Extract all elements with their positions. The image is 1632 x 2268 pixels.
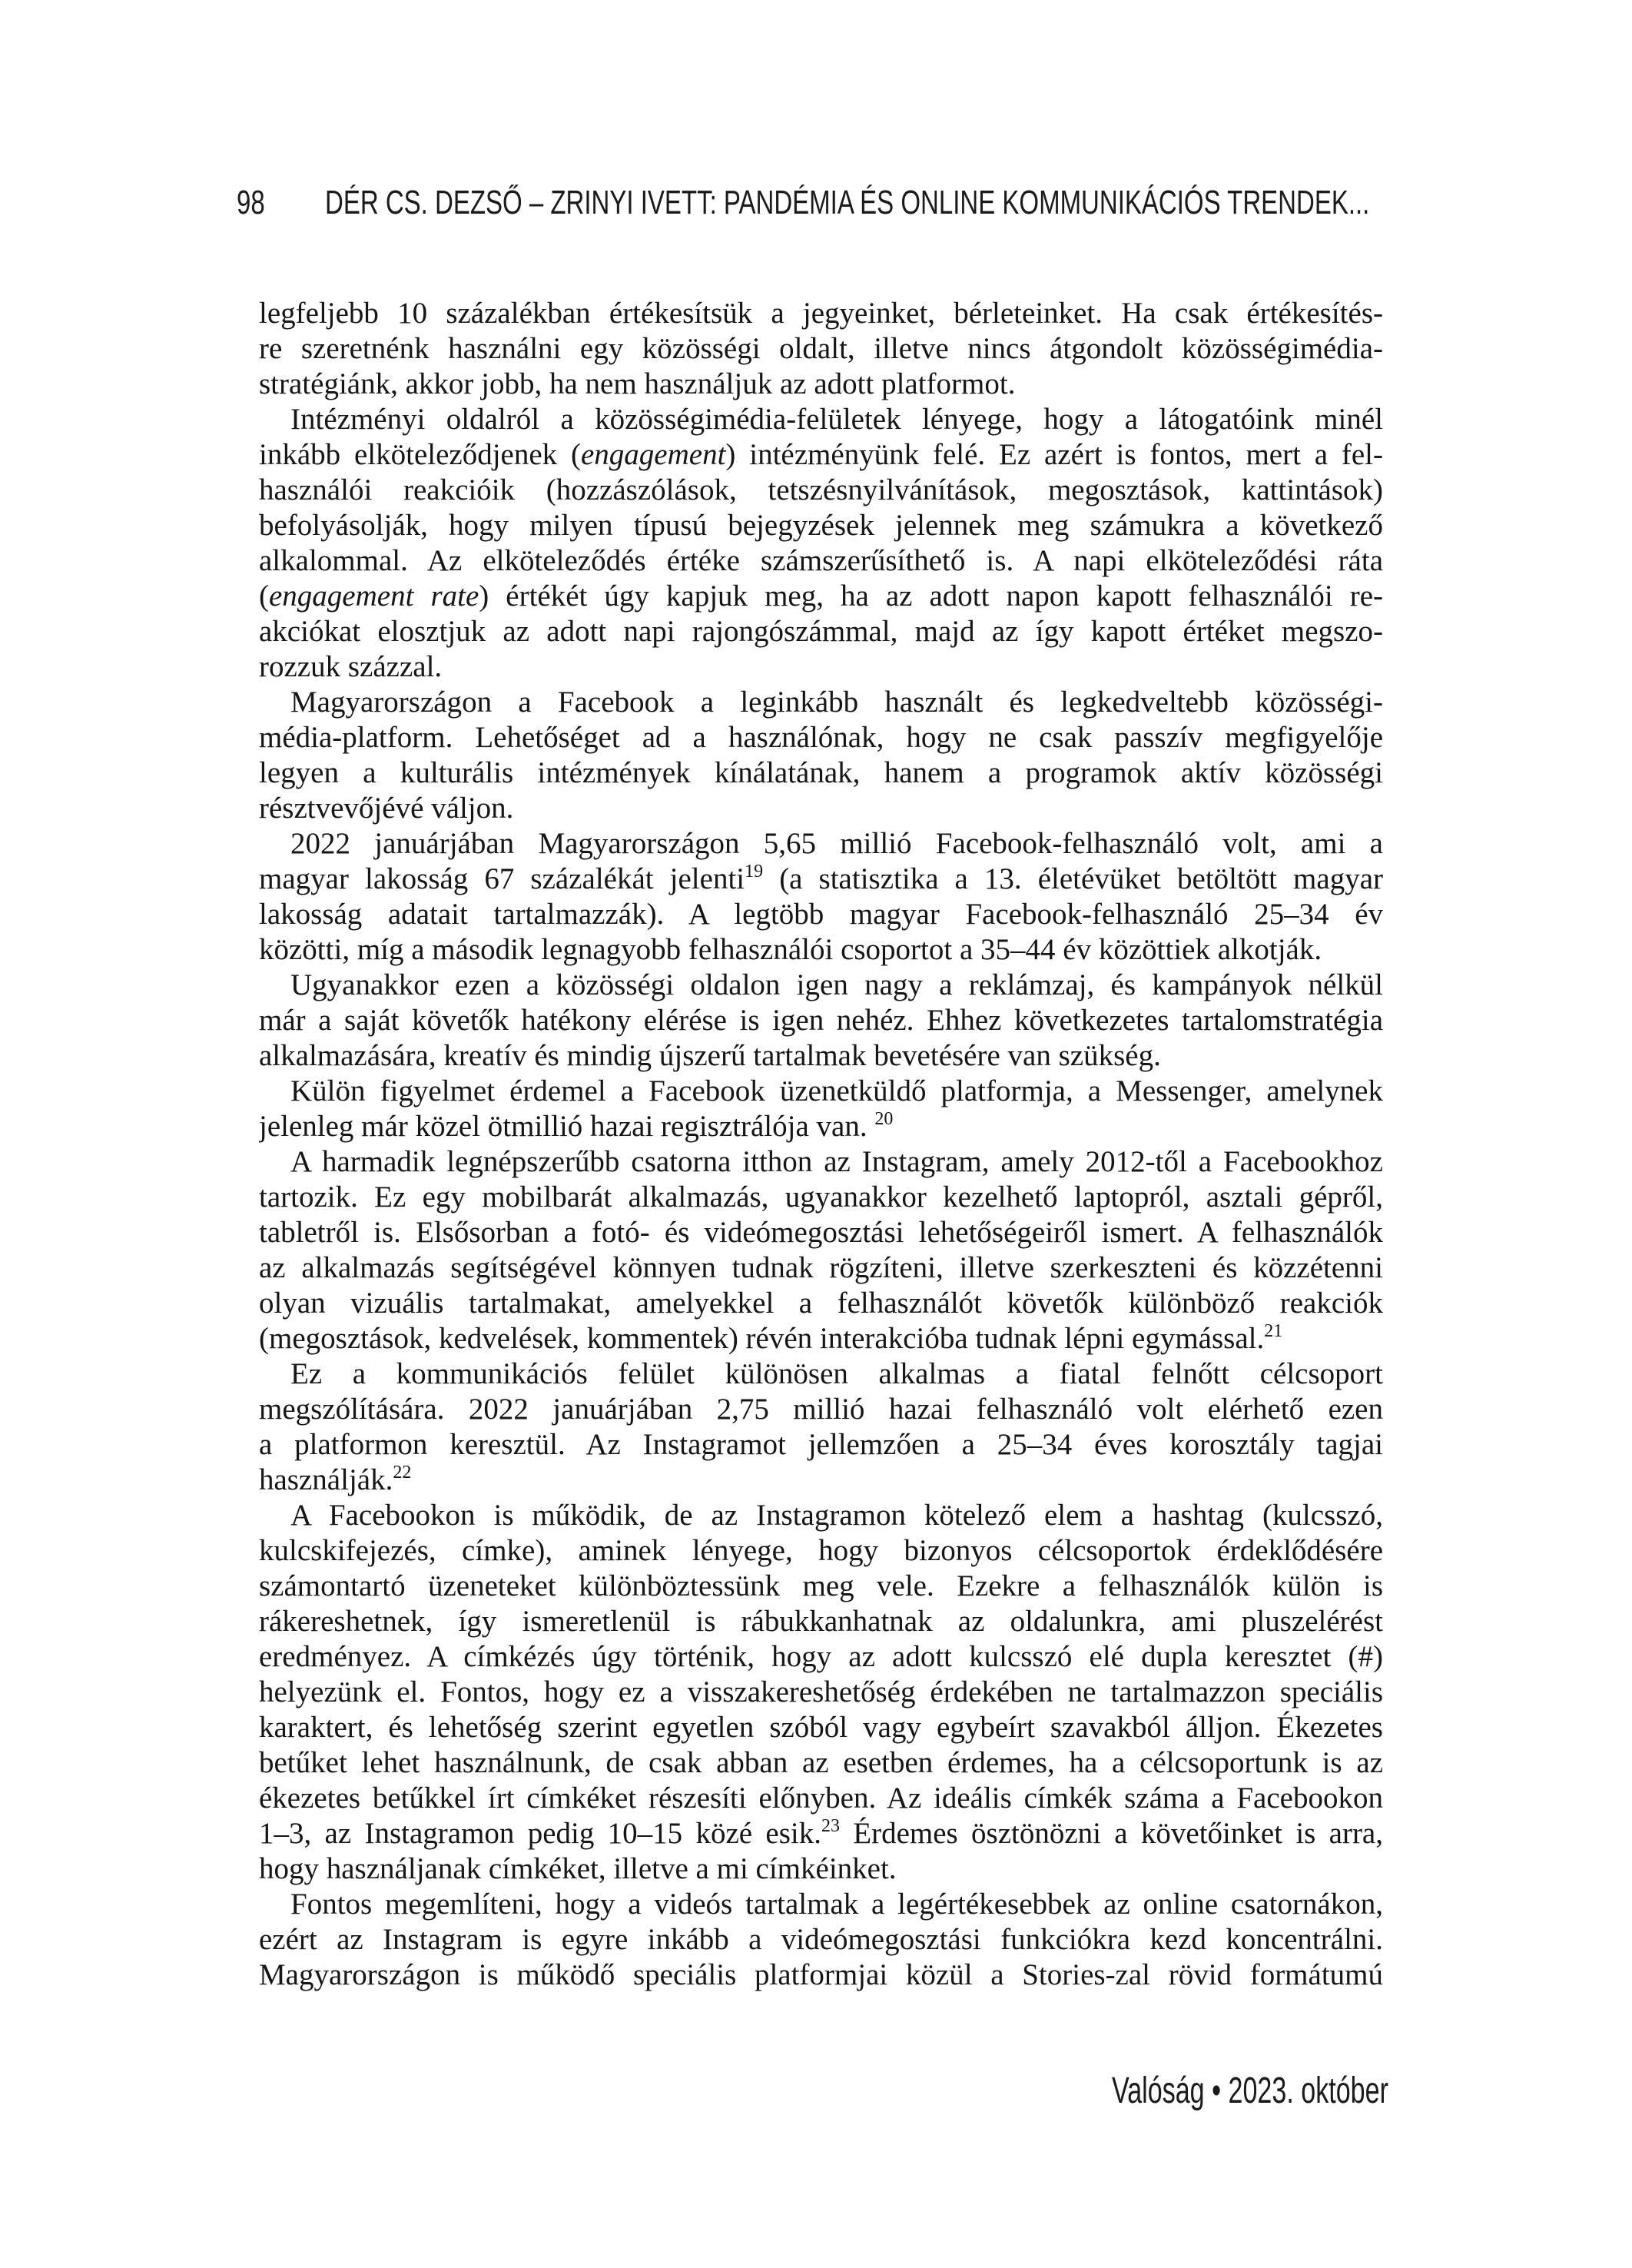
body-line: Ugyanakkor ezen a közösségi oldalon igen nagy a reklámzaj, és kampányok nélkül <box>290 968 1383 1001</box>
body-line: akciókat elosztjuk az adott napi rajongószámmal, majd az így kapott értéket megszo- <box>259 615 1383 648</box>
paragraph <box>259 296 1383 402</box>
body-line: ékezetes betűkkel írt címkéket részesíti előnyben. Az ideális címkék száma a Facebookon <box>259 1782 1383 1815</box>
footnote-marker: 19 <box>745 862 764 882</box>
paragraph <box>259 1144 1383 1356</box>
body-line: Magyarországon is működő speciális platformjai közül a Stories-zal rövid formátumú <box>259 1958 1383 1991</box>
paragraph <box>259 402 1383 685</box>
footnote-marker: 22 <box>393 1463 412 1483</box>
running-title: DÉR CS. DEZSŐ – ZRINYI IVETT: PANDÉMIA ÉS ONLINE KOMMUNIKÁCIÓS TRENDEK... <box>325 184 1370 221</box>
body-line: Ez a kommunikációs felület különösen alkalmas a fiatal felnőtt célcsoport <box>290 1357 1383 1390</box>
body-line: legfeljebb 10 százalékban értékesítsük a jegyeinket, bérleteinket. Ha csak értékesítés- <box>259 297 1383 330</box>
footnote-marker: 23 <box>821 1816 840 1836</box>
body-line: lakosság adatait tartalmazzák). A legtöbb magyar Facebook-felhasználó 25–34 év <box>259 898 1383 931</box>
body-line: ezért az Instagram is egyre inkább a videómegosztási funkciókra kezd koncentrálni. <box>259 1923 1383 1956</box>
paragraph <box>259 685 1383 826</box>
paragraph <box>259 1074 1383 1144</box>
body-line: használói reakcióik (hozzászólások, tetszésnyilvánítások, megosztások, kattintások) <box>259 473 1383 506</box>
body-line: magyar lakosság 67 százalékát jelenti$^{19}$ (a statisztika a 13. életévüket betöltött magyar <box>259 862 1383 895</box>
footnote-marker: 20 <box>874 1109 894 1129</box>
paragraph <box>259 968 1383 1074</box>
body-line: az alkalmazás segítségével könnyen tudnak rögzíteni, illetve szerkeszteni és közzétenni <box>259 1251 1383 1284</box>
body-line: hogy használjanak címkéket, illetve a mi címkéinket. <box>259 1852 897 1885</box>
body-line: jelenleg már közel ötmillió hazai regisztrálója van. $^{20}$ <box>259 1109 894 1143</box>
body-line: alkalmazására, kreatív és mindig újszerű tartalmak bevetésére van szükség. <box>259 1039 1161 1072</box>
body-line: számontartó üzeneteket különböztessünk meg vele. Ezekre a felhasználók külön is <box>259 1569 1383 1602</box>
journal-footer-text: Valóság • 2023. október <box>1112 2070 1388 2111</box>
paragraph <box>259 1887 1383 1993</box>
body-line: 1–3, az Instagramon pedig 10–15 közé esik.$^{23}$ Érdemes ösztönözni a követőinket is arra, <box>259 1816 1383 1850</box>
body-line: (engagement rate) értékét úgy kapjuk meg, ha az adott napon kapott felhasználói re- <box>259 579 1383 613</box>
body-line: tabletről is. Elsősorban a fotó- és videómegosztási lehetőségeiről ismert. A felhasználók <box>259 1216 1383 1249</box>
body-line: média-platform. Lehetőséget ad a használónak, hogy ne csak passzív megfigyelője <box>259 721 1383 754</box>
body-line: befolyásolják, hogy milyen típusú bejegyzések jelennek meg számukra a következő <box>259 509 1383 542</box>
paragraph <box>259 1356 1383 1498</box>
body-line: A Facebookon is működik, de az Instagramon kötelező elem a hashtag (kulcsszó, <box>290 1499 1383 1532</box>
body-line: stratégiánk, akkor jobb, ha nem használjuk az adott platformot. <box>259 367 1016 400</box>
body-line: (megosztások, kedvelések, kommentek) révén interakcióba tudnak lépni egymással.$^{21}$ <box>259 1321 1283 1355</box>
body-line: rákereshetnek, így ismeretlenül is rábukkanhatnak az oldalunkra, ami pluszelérést <box>259 1605 1383 1638</box>
paragraph <box>259 1498 1383 1887</box>
body-line: kulcskifejezés, címke), aminek lényege, hogy bizonyos célcsoportok érdeklődésére <box>259 1534 1383 1567</box>
body-line: 2022 januárjában Magyarországon 5,65 millió Facebook-felhasználó volt, ami a <box>290 827 1383 860</box>
body-line: alkalommal. Az elköteleződés értéke számszerűsíthető is. A napi elköteleződési ráta <box>259 544 1383 577</box>
body-line: már a saját követők hatékony elérése is igen nehéz. Ehhez következetes tartalomstratégia <box>259 1004 1383 1037</box>
body-line: A harmadik legnépszerűbb csatorna itthon az Instagram, amely 2012-től a Facebookhoz <box>290 1145 1383 1178</box>
body-line: karaktert, és lehetőség szerint egyetlen szóból vagy egybeírt szavakból álljon. Ékezetes <box>259 1711 1383 1744</box>
body-line: eredményez. A címkézés úgy történik, hogy az adott kulcsszó elé dupla keresztet (#) <box>259 1640 1383 1673</box>
body-line: legyen a kulturális intézmények kínálatának, hanem a programok aktív közösségi <box>259 756 1383 789</box>
body-line: tartozik. Ez egy mobilbarát alkalmazás, ugyanakkor kezelhető laptopról, asztali gépről, <box>259 1180 1383 1214</box>
body-line: használják.$^{22}$ <box>259 1463 412 1496</box>
body-line: re szeretnénk használni egy közösségi oldalt, illetve nincs átgondolt közösségimédia- <box>259 332 1383 365</box>
body-line: megszólítására. 2022 januárjában 2,75 millió hazai felhasználó volt elérhető ezen <box>259 1393 1383 1426</box>
article-body <box>259 296 1383 1993</box>
body-line: a platformon keresztül. Az Instagramot jellemzően a 25–34 éves korosztály tagjai <box>259 1428 1383 1461</box>
body-line: rozzuk százzal. <box>259 650 443 683</box>
page-number: 98 <box>237 184 265 221</box>
body-line: Magyarországon a Facebook a leginkább használt és legkedveltebb közösségi- <box>290 686 1383 719</box>
body-line: Fontos megemlíteni, hogy a videós tartalmak a legértékesebbek az online csatornákon, <box>290 1888 1383 1921</box>
footnote-marker: 21 <box>1264 1321 1283 1341</box>
paragraph <box>259 826 1383 968</box>
body-line: helyezünk el. Fontos, hogy ez a visszakereshetőség érdekében ne tartalmazzon speciális <box>259 1675 1383 1708</box>
body-line: inkább elköteleződjenek (engagement) intézményünk felé. Ez azért is fontos, mert a fel- <box>259 438 1383 471</box>
body-line: Intézményi oldalról a közösségimédia-felületek lényege, hogy a látogatóink minél <box>290 403 1383 436</box>
body-line: közötti, míg a második legnagyobb felhasználói csoportot a 35–44 év közöttiek alkotják. <box>259 933 1322 966</box>
body-line: olyan vizuális tartalmakat, amelyekkel a felhasználót követők különböző reakciók <box>259 1287 1383 1320</box>
body-line: Külön figyelmet érdemel a Facebook üzenetküldő platformja, a Messenger, amelynek <box>290 1074 1383 1107</box>
body-line: betűket lehet használnunk, de csak abban az esetben érdemes, ha a célcsoportunk is az <box>259 1746 1383 1779</box>
body-line: résztvevőjévé váljon. <box>259 792 514 825</box>
